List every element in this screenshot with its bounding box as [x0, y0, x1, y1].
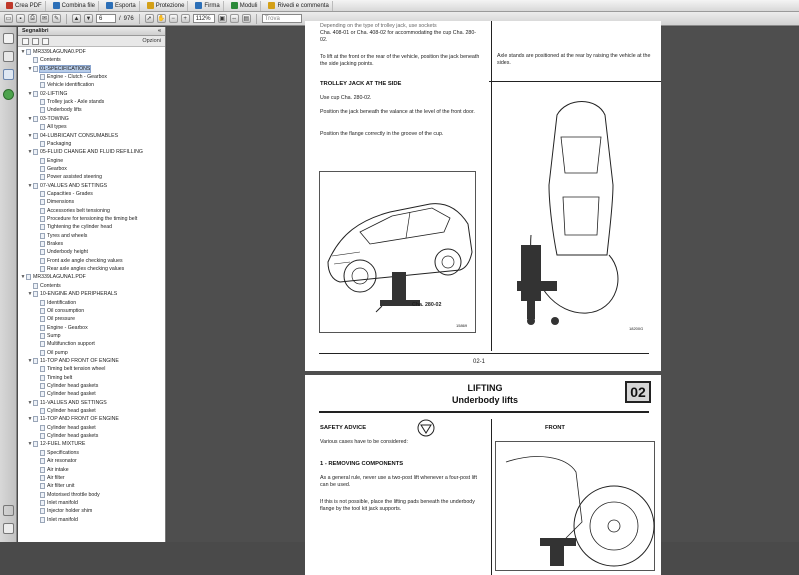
bookmark-page-icon [40, 350, 45, 356]
bookmark-label: 12-FUEL MIXTURE [40, 441, 86, 448]
expand-bookmark-icon[interactable] [42, 38, 49, 45]
toolbar-item[interactable] [228, 1, 262, 11]
attachments-icon[interactable] [3, 89, 14, 100]
bookmark-label: Identification [47, 299, 77, 306]
bookmark-item[interactable] [34, 73, 107, 81]
bookmark-page-icon [40, 450, 45, 456]
bookmark-page-icon [40, 199, 45, 205]
expand-toggle-icon[interactable]: ▼ [27, 441, 33, 448]
bookmark-page-icon [33, 66, 38, 72]
bookmark-item[interactable] [27, 90, 67, 98]
delete-bookmark-icon[interactable] [32, 38, 39, 45]
bookmark-item[interactable] [34, 215, 137, 223]
bookmark-label: Engine - Gearbox [47, 324, 88, 331]
bookmark-label: Injector holder shim [47, 508, 93, 515]
bookmark-label: Cylinder head gaskets [47, 433, 99, 440]
bookmark-item[interactable] [34, 190, 93, 198]
bookmark-page-icon [40, 433, 45, 439]
bookmark-item[interactable] [34, 499, 78, 507]
text-position-flange: Position the flange correctly in the groove of the cup. [320, 131, 444, 137]
bookmark-label: 07-VALUES AND SETTINGS [40, 182, 108, 189]
bookmark-item[interactable] [27, 56, 61, 64]
comment-icon[interactable]: ✎ [53, 16, 60, 22]
bookmark-item[interactable] [34, 223, 112, 231]
bookmark-item[interactable] [34, 382, 98, 390]
bookmark-page-icon [33, 183, 38, 189]
bookmark-label: Engine [47, 157, 64, 164]
bookmark-label: Contents [40, 57, 61, 64]
bookmark-page-icon [40, 74, 45, 80]
toolbar-item-icon [106, 2, 113, 9]
bookmark-page-icon [40, 366, 45, 372]
toolbar-item-label: Protezione [155, 2, 185, 9]
text-sockets: Cha. 408-01 or Cha. 408-02 for accommodating the cup Cha. 280-02. [320, 30, 477, 43]
bookmark-page-icon [40, 266, 45, 272]
bookmark-page-icon [40, 124, 45, 130]
bookmark-item[interactable] [34, 424, 96, 432]
bookmark-label: Vehicle identification [47, 82, 95, 89]
bookmark-item[interactable] [34, 257, 123, 265]
bookmark-label: Air resonator [47, 458, 77, 465]
bookmark-label: Oil consumption [47, 307, 85, 314]
bookmark-page-icon [40, 425, 45, 431]
bookmark-page-icon [40, 391, 45, 397]
page-title-lifting: LIFTING [467, 383, 503, 393]
toolbar-item-icon [195, 2, 202, 9]
bookmark-page-icon [40, 467, 45, 473]
bookmark-page-icon [40, 325, 45, 331]
bookmark-item[interactable] [34, 265, 124, 273]
bookmark-page-icon [40, 191, 45, 197]
toolbar-item[interactable] [192, 1, 223, 11]
bookmarks-icon[interactable] [3, 51, 14, 62]
page-subtitle-underbody: Underbody lifts [451, 395, 518, 405]
expand-toggle-icon[interactable]: ▼ [27, 115, 33, 122]
toolbar-item-label: Crea PDF [15, 2, 42, 9]
bookmark-label: Air filter [47, 474, 65, 481]
figure-car-top [497, 85, 659, 349]
heading-front: FRONT [545, 425, 565, 431]
page-number: 02-1 [473, 359, 486, 365]
bookmark-item[interactable] [34, 457, 77, 465]
bookmark-page-icon [40, 99, 45, 105]
figure-code-2: 18200G [629, 326, 644, 331]
bookmark-page-icon [40, 166, 45, 172]
heading-safety-advice: SAFETY ADVICE [320, 425, 367, 431]
bookmark-label: Oil pump [47, 349, 68, 356]
toolbar-item-icon [231, 2, 238, 9]
bookmarks-panel-header [18, 27, 165, 36]
bookmark-item[interactable] [34, 240, 63, 248]
text-use-cup: Use cup Cha. 280-02. [320, 95, 372, 101]
toolbar-item-label: Rivedi e commenta [277, 2, 329, 9]
bookmark-item[interactable] [34, 198, 74, 206]
page-number-input[interactable]: 6 [96, 14, 116, 23]
text-lifting-pads: If this is not possible, place the lifting pads beneath the underbody flange by the tool kit jack supports. [320, 499, 475, 512]
bookmark-item[interactable] [34, 123, 67, 131]
bookmark-label: Motorised throttle body [47, 491, 100, 498]
bookmarks-tree [18, 48, 158, 542]
bookmarks-panel [18, 27, 166, 542]
bookmark-label: Trolley jack - Axle stands [47, 99, 105, 106]
bookmark-label: Brakes [47, 241, 64, 248]
bookmark-page-icon [33, 358, 38, 364]
bookmark-item[interactable] [34, 390, 96, 398]
expand-toggle-icon[interactable]: ▼ [27, 399, 33, 406]
bookmark-item[interactable] [27, 357, 119, 365]
bookmark-label: All types [47, 124, 67, 131]
bookmark-label: Air filter unit [47, 483, 75, 490]
toolbar-item-label: Firma [204, 2, 220, 9]
bookmark-page-icon [33, 133, 38, 139]
expand-toggle-icon[interactable]: ▼ [27, 416, 33, 423]
bookmark-label: Inlet manifold [47, 499, 78, 506]
options-menu[interactable]: Opzioni [142, 38, 161, 44]
email-icon[interactable]: ✉ [41, 16, 48, 22]
expand-toggle-icon[interactable]: ▼ [27, 291, 33, 298]
bookmark-label: Cylinder head gasket [47, 424, 96, 431]
bookmark-label: Packaging [47, 140, 72, 147]
bookmark-label: MR339LAGUNA0.PDF [33, 49, 86, 55]
bookmark-label: Tightening the cylinder head [47, 224, 112, 231]
find-input[interactable]: Trova [262, 14, 302, 23]
bookmark-item[interactable] [34, 507, 92, 515]
signatures-icon[interactable] [3, 69, 14, 80]
bookmark-label: Rear axle angles checking values [47, 266, 125, 273]
bookmark-label: Oil pressure [47, 316, 75, 323]
layers-icon[interactable] [3, 523, 14, 534]
zoom-in-icon[interactable]: + [181, 14, 190, 23]
bookmark-item[interactable] [34, 140, 71, 148]
expand-toggle-icon[interactable]: ▼ [27, 357, 33, 364]
expand-toggle-icon[interactable]: ▼ [27, 182, 33, 189]
page-separator: / [119, 15, 121, 22]
bookmark-item[interactable] [20, 48, 86, 56]
expand-toggle-icon[interactable]: ▼ [20, 274, 26, 281]
bookmark-item[interactable] [34, 374, 72, 382]
bookmark-label: 05-FLUID CHANGE AND FLUID REFILLING [40, 149, 143, 156]
bookmark-page-icon [33, 116, 38, 122]
bookmark-item[interactable] [34, 516, 78, 524]
bookmark-item[interactable] [34, 340, 95, 348]
bookmark-page-icon [40, 308, 45, 314]
bookmark-label: Air intake [47, 466, 69, 473]
paperclip-icon[interactable] [3, 505, 14, 516]
zoom-select[interactable]: 112% [193, 14, 215, 23]
text-lift-front-rear: To lift at the front or the rear of the vehicle, position the jack beneath the side jacking points. [320, 54, 480, 67]
bookmark-label: Front axle angle checking values [47, 257, 123, 264]
toolbar-item[interactable] [265, 1, 332, 11]
bookmark-item[interactable] [27, 415, 119, 423]
bookmark-item[interactable] [27, 282, 61, 290]
bookmark-label: Gearbox [47, 165, 67, 172]
bookmark-item[interactable] [27, 115, 69, 123]
bookmark-page-icon [33, 149, 38, 155]
figure-label-cup: Cha. 280-02 [412, 302, 442, 308]
bookmark-item[interactable] [27, 182, 107, 190]
heading-removing-components: 1 - REMOVING COMPONENTS [320, 461, 404, 467]
fit-width-icon[interactable]: ⇔ [231, 15, 238, 22]
bookmark-page-icon [40, 141, 45, 147]
bookmark-label: Contents [40, 282, 61, 289]
bookmark-item[interactable] [34, 165, 67, 173]
toolbar-item-icon [53, 2, 60, 9]
bookmark-item[interactable] [27, 148, 143, 156]
hand-tool-icon[interactable]: ✋ [157, 16, 165, 22]
bookmark-label: 11-TOP AND FRONT OF ENGINE [40, 416, 119, 423]
bookmark-page-icon [40, 208, 45, 214]
bookmark-page-icon [40, 249, 45, 255]
bookmark-page-icon [33, 57, 38, 63]
bookmark-page-icon [40, 500, 45, 506]
bookmark-page-icon [40, 475, 45, 481]
bookmark-page-icon [40, 375, 45, 381]
pdf-page-1 [305, 21, 661, 371]
toolbar-item-icon [6, 2, 13, 9]
bookmark-item[interactable] [34, 466, 69, 474]
bookmark-page-icon [40, 458, 45, 464]
bookmark-item[interactable] [34, 491, 100, 499]
bookmark-item[interactable] [34, 324, 88, 332]
bookmark-label: Inlet manifold [47, 516, 78, 523]
bookmark-page-icon [40, 492, 45, 498]
separator [256, 14, 257, 24]
next-page-icon[interactable]: ▼ [85, 15, 92, 22]
section-badge: 02 [625, 381, 651, 403]
bookmark-label: 11-VALUES AND SETTINGS [40, 399, 107, 406]
header-rule [319, 411, 649, 413]
text-axle-stands: Axle stands are positioned at the rear by raising the vehicle at the sides. [497, 53, 651, 66]
bookmark-item[interactable] [34, 98, 104, 106]
bookmark-page-icon [40, 174, 45, 180]
bookmark-label: Tyres and wheels [47, 232, 88, 239]
zoom-out-icon[interactable]: − [169, 14, 178, 23]
bookmark-label: Capacities - Grades [47, 190, 93, 197]
text-continuation: Depending on the type of trolley jack, use sockets [320, 23, 437, 29]
bookmark-item[interactable] [27, 440, 85, 448]
bookmark-label: Specifications [47, 449, 80, 456]
bookmark-page-icon [40, 224, 45, 230]
bookmark-page-icon [33, 416, 38, 422]
document-view[interactable] [167, 23, 799, 542]
bookmark-label: Timing belt tension wheel [47, 366, 106, 373]
toolbar-item-label: Esporta [115, 2, 136, 9]
car-jack-illustration [320, 172, 477, 334]
toolbar-item[interactable] [144, 1, 189, 11]
bookmark-label: Underbody lifts [47, 107, 82, 114]
bookmark-item[interactable] [34, 432, 98, 440]
bookmark-item[interactable] [20, 273, 86, 281]
toolbar-item[interactable] [3, 1, 46, 11]
page-total: 976 [123, 15, 134, 22]
column-divider [491, 21, 492, 351]
bookmarks-toolbar [18, 36, 165, 47]
bookmark-page-icon [40, 408, 45, 414]
bookmark-label: 02-LIFTING [40, 90, 68, 97]
page-bottom-rule [319, 353, 649, 354]
new-bookmark-icon[interactable] [22, 38, 29, 45]
bookmark-label: 03-TOWING [40, 115, 69, 122]
figure-code: 15869 [456, 323, 468, 328]
fit-page-icon[interactable]: ▣ [219, 16, 226, 22]
bookmark-label: Underbody height [47, 249, 88, 256]
toolbar-item-label: Combina file [61, 2, 96, 9]
figure-front-lift [495, 441, 655, 571]
bookmark-label: Procedure for tensioning the timing belt [47, 216, 138, 222]
main-toolbar [0, 0, 799, 12]
bookmark-page-icon [40, 241, 45, 247]
bookmark-item[interactable] [27, 132, 118, 140]
bookmark-item[interactable] [34, 307, 84, 315]
bookmark-item[interactable] [34, 315, 75, 323]
pages-icon[interactable] [3, 33, 14, 44]
bookmark-item[interactable] [27, 65, 90, 73]
heading-trolley-jack: TROLLEY JACK AT THE SIDE [320, 81, 402, 87]
bookmark-item[interactable] [34, 81, 94, 89]
bookmark-item[interactable] [34, 365, 105, 373]
save-icon[interactable]: ▪ [16, 14, 25, 23]
bookmark-item[interactable] [34, 482, 74, 490]
bookmark-item[interactable] [34, 173, 102, 181]
bookmark-label: 01-SPECIFICATIONS [40, 65, 91, 72]
bookmark-page-icon [40, 483, 45, 489]
bookmark-page-icon [40, 258, 45, 264]
bookmark-item[interactable] [34, 232, 87, 240]
toolbar-item-icon [268, 2, 275, 9]
bookmark-label: Sump [47, 332, 61, 339]
toolbar-item[interactable] [103, 1, 140, 11]
bookmark-item[interactable] [27, 399, 107, 407]
text-general-rule: As a general rule, never use a two-post lift whenever a four-post lift can be used. [320, 475, 477, 488]
figure-car-jack [319, 171, 476, 333]
text-position-jack: Position the jack beneath the valance at the level of the front door. [320, 109, 475, 115]
bookmark-label: 10-ENGINE AND PERIPHERALS [40, 291, 118, 298]
bookmark-page-icon [40, 517, 45, 523]
bookmark-item[interactable] [34, 157, 63, 165]
bookmark-label: MR339LAGUNA1.PDF [33, 274, 86, 281]
expand-toggle-icon[interactable]: ▼ [27, 65, 33, 72]
select-tool-icon[interactable]: ➚ [146, 16, 152, 22]
bookmark-item[interactable] [34, 474, 65, 482]
bookmark-page-icon [40, 233, 45, 239]
bookmark-item[interactable] [34, 349, 68, 357]
separator [139, 14, 140, 24]
bookmark-label: Timing belt [47, 374, 73, 381]
warning-icon [417, 419, 435, 437]
previous-page-icon[interactable]: ▲ [73, 15, 80, 22]
bookmark-page-icon [40, 508, 45, 514]
bookmark-label: Cylinder head gasket [47, 408, 96, 415]
bookmark-page-icon [40, 383, 45, 389]
bookmark-label: Multifunction support [47, 341, 95, 348]
bookmark-page-icon [33, 441, 38, 447]
bookmark-page-icon [40, 341, 45, 347]
bookmark-page-icon [40, 333, 45, 339]
bookmark-page-icon [33, 400, 38, 406]
expand-toggle-icon[interactable]: ▼ [27, 132, 33, 139]
rule [489, 81, 661, 82]
bookmark-page-icon [40, 107, 45, 113]
bookmark-label: Power assisted steering [47, 174, 103, 181]
toolbar-item[interactable] [50, 1, 99, 11]
bookmark-item[interactable] [34, 449, 79, 457]
text-various-cases: Various cases have to be considered: [320, 439, 408, 445]
bookmark-page-icon [26, 49, 31, 55]
open-folder-icon[interactable]: ▭ [5, 16, 12, 22]
bookmark-label: 04-LUBRICANT CONSUMABLES [40, 132, 119, 139]
front-lift-illustration [496, 442, 656, 572]
expand-toggle-icon[interactable]: ▼ [20, 49, 26, 55]
bookmark-label: Dimensions [47, 199, 75, 206]
bookmark-page-icon [26, 274, 31, 280]
panel-title: Segnalibri [22, 28, 49, 34]
read-mode-icon[interactable]: ▤ [243, 16, 250, 22]
column-divider-2 [491, 419, 492, 575]
bookmark-item[interactable] [34, 332, 61, 340]
bookmark-label: Engine - Clutch - Gearbox [47, 74, 107, 81]
bookmark-label: Cylinder head gasket [47, 391, 96, 398]
bookmark-page-icon [40, 300, 45, 306]
bookmark-page-icon [40, 216, 45, 222]
bookmark-page-icon [40, 82, 45, 88]
bookmark-page-icon [40, 316, 45, 322]
car-top-illustration [497, 85, 659, 349]
expand-toggle-icon[interactable]: ▼ [27, 90, 33, 97]
expand-toggle-icon[interactable]: ▼ [27, 149, 33, 156]
bookmark-page-icon [40, 158, 45, 164]
bookmark-item[interactable] [27, 290, 117, 298]
toolbar-item-label: Moduli [239, 2, 258, 9]
toolbar-item-icon [147, 2, 154, 9]
bookmark-page-icon [33, 283, 38, 289]
left-icon-rail [0, 27, 17, 542]
bookmark-item[interactable] [34, 106, 82, 114]
bookmark-label: 11-TOP AND FRONT OF ENGINE [40, 357, 119, 364]
pdf-page-2 [305, 375, 661, 575]
bookmark-page-icon [33, 91, 38, 97]
bookmark-page-icon [33, 291, 38, 297]
bookmark-item[interactable] [34, 407, 96, 415]
bookmark-item[interactable] [34, 248, 88, 256]
close-panel-icon[interactable]: « [157, 28, 161, 34]
print-icon[interactable]: ⎙ [28, 14, 37, 23]
bookmark-item[interactable] [34, 299, 76, 307]
separator [66, 14, 67, 24]
bookmark-label: Cylinder head gaskets [47, 383, 99, 389]
bookmark-item[interactable] [34, 207, 110, 215]
bookmark-label: Accessories belt tensioning [47, 207, 110, 214]
